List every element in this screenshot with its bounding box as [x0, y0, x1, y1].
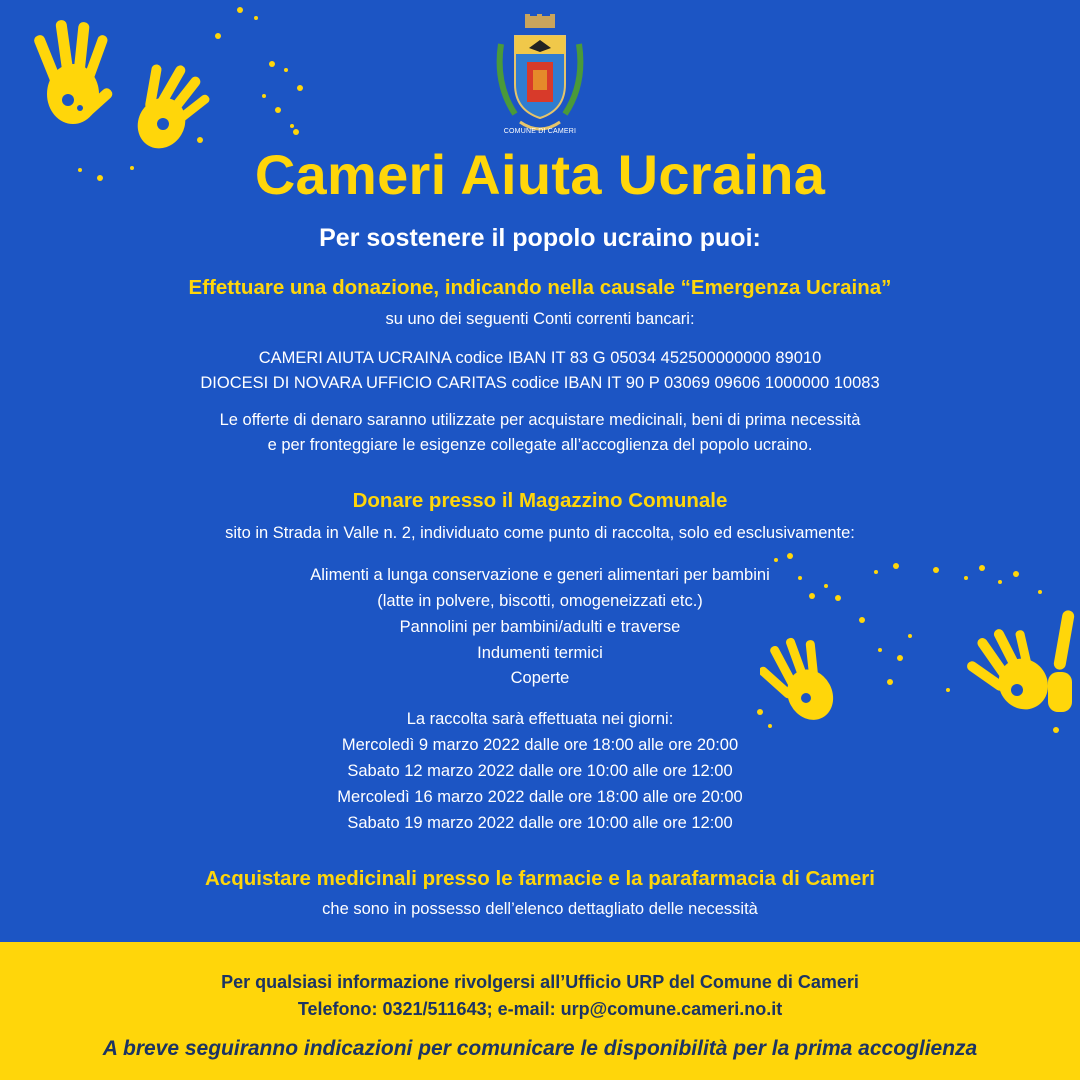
- footer-band: [0, 942, 1080, 1080]
- list-item: Coperte: [510, 669, 570, 687]
- donation-note: e per fronteggiare le esigenze collegate all’accoglienza del popolo ucraino.: [267, 436, 813, 454]
- bank-account: DIOCESI DI NOVARA UFFICIO CARITAS codice IBAN IT 90 P 03069 09606 1000000 10083: [200, 374, 880, 392]
- donation-intro: su uno dei seguenti Conti correnti bancari:: [385, 310, 695, 328]
- list-item: Alimenti a lunga conservazione e generi alimentari per bambini: [310, 566, 770, 584]
- footer-notice: A breve seguiranno indicazioni per comunicare le disponibilità per la prima accoglienza: [102, 1037, 978, 1060]
- schedule-intro: La raccolta sarà effettuata nei giorni:: [406, 710, 674, 728]
- list-item: Indumenti termici: [477, 644, 603, 662]
- bank-account: CAMERI AIUTA UCRAINA codice IBAN IT 83 G 05034 452500000000 89010: [258, 349, 822, 367]
- pharmacy-intro: che sono in possesso dell’elenco dettagliato delle necessità: [322, 900, 758, 918]
- schedule-item: Mercoledì 16 marzo 2022 dalle ore 18:00 alle ore 20:00: [337, 788, 743, 806]
- page-title: Cameri Aiuta Ucraina: [254, 143, 826, 206]
- crest-icon: [495, 14, 585, 138]
- subtitle: Per sostenere il popolo ucraino puoi:: [319, 224, 761, 252]
- warehouse-intro: sito in Strada in Valle n. 2, individuato come punto di raccolta, solo ed esclusivamente:: [225, 524, 855, 542]
- schedule-item: Sabato 12 marzo 2022 dalle ore 10:00 alle ore 12:00: [347, 762, 733, 780]
- donation-note: Le offerte di denaro saranno utilizzate per acquistare medicinali, beni di prima necessità: [219, 411, 861, 429]
- footer-contacts: Telefono: 0321/511643; e-mail: urp@comune.cameri.no.it: [297, 999, 783, 1019]
- footer-info: Per qualsiasi informazione rivolgersi all’Ufficio URP del Comune di Cameri: [221, 972, 859, 992]
- donation-heading: Effettuare una donazione, indicando nella causale “Emergenza Ucraina”: [188, 276, 892, 299]
- list-item: Pannolini per bambini/adulti e traverse: [399, 618, 681, 636]
- pharmacy-heading: Acquistare medicinali presso le farmacie e la parafarmacia di Cameri: [205, 867, 875, 890]
- schedule-item: Mercoledì 9 marzo 2022 dalle ore 18:00 alle ore 20:00: [341, 736, 739, 754]
- schedule-item: Sabato 19 marzo 2022 dalle ore 10:00 alle ore 12:00: [347, 814, 733, 832]
- crest-label: COMUNE DI CAMERI: [503, 128, 577, 135]
- list-item: (latte in polvere, biscotti, omogeneizzati etc.): [377, 592, 703, 610]
- warehouse-heading: Donare presso il Magazzino Comunale: [352, 489, 728, 512]
